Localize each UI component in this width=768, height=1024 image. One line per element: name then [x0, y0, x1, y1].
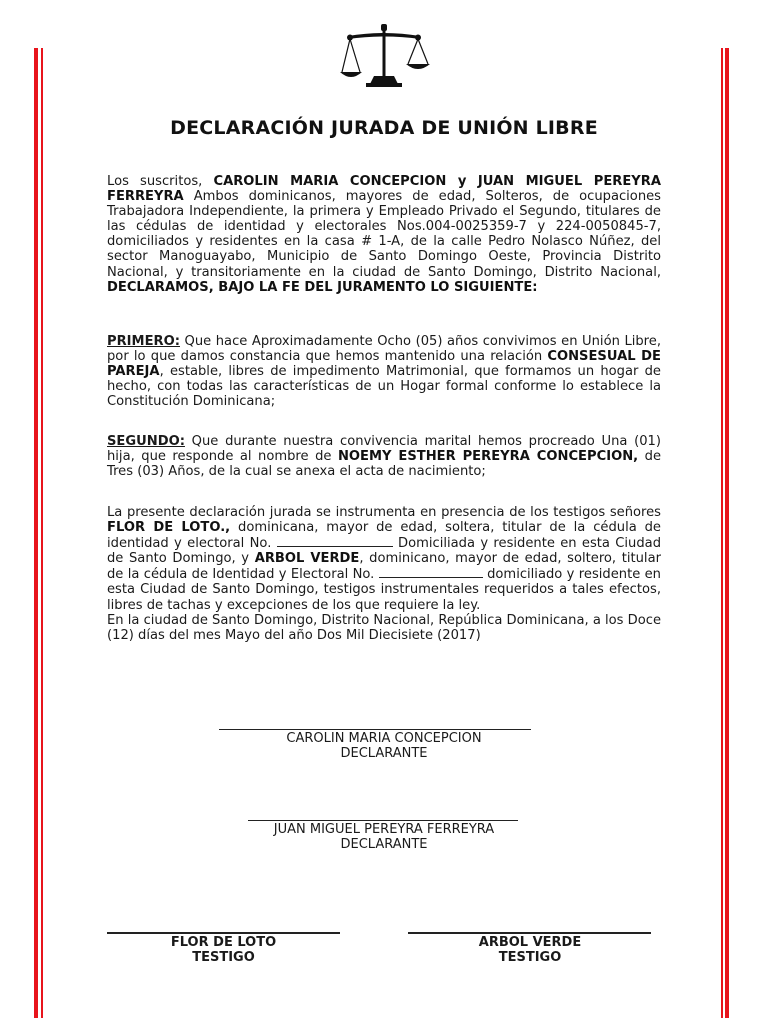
declarant2-name: JUAN MIGUEL PEREYRA FERREYRA — [273, 822, 495, 837]
declarant1-name: CAROLIN MARIA CONCEPCION — [286, 731, 482, 746]
paragraph-witnesses: La presente declaración jurada se instrumenta en presencia de los testigos señores FLOR DE LOTO., dominicana, mayor de edad, soltera, titular de la cédula de identidad y electoral No. Domiciliada y residente en esta Ciudad de Santo Domingo, y ARBOL VERDE, dominicano, mayor de edad, soltero, titular de la cédula de Identidad y Electoral No. domiciliado y residente en esta Ciudad de Santo Domingo, testigos instrumentales requeridos a tales efectos, libres de tachas y excepciones de los que requiere la ley. En la ciudad de Santo Domingo, Distrito Nacional, República Dominicana, a los Doce (12) días del mes Mayo del año Dos Mil Diecisiete (2017) — [107, 505, 662, 643]
declarant2-signature — [0, 822, 768, 852]
witness2-id-blank — [379, 566, 483, 578]
child-name: NOEMY ESTHER PEREYRA CONCEPCION, — [337, 449, 639, 465]
witness2-role: TESTIGO — [498, 950, 562, 965]
declarant1-signature — [0, 731, 768, 761]
document-title: DECLARACIÓN JURADA DE UNIÓN LIBRE — [170, 117, 598, 139]
primero-heading: PRIMERO: — [107, 334, 180, 349]
declarants-names: CAROLIN MARIA CONCEPCION y JUAN MIGUEL PEREYRA FERREYRA — [107, 174, 662, 205]
left-border-thick — [34, 48, 38, 1018]
right-border-thin — [721, 48, 723, 1018]
declarant2-signature-line — [248, 820, 518, 821]
witness2-name: ARBOL VERDE — [478, 935, 582, 950]
segundo-heading: SEGUNDO: — [107, 434, 185, 449]
witness2-signature-line — [408, 932, 651, 934]
declarant1-role: DECLARANTE — [340, 746, 428, 761]
left-border-thin — [41, 48, 43, 1018]
right-border-thick — [725, 48, 729, 1018]
paragraph-segundo: SEGUNDO: Que durante nuestra convivencia marital hemos procreado Una (01) hija, que responde al nombre de NOEMY ESTHER PEREYRA CONCEPCION, de Tres (03) Años, de la cual se anexa el acta de nacimiento; — [107, 434, 662, 480]
scales-of-justice-icon — [338, 22, 430, 88]
witness1-signature-line — [107, 932, 340, 934]
witness1-id-blank — [277, 535, 393, 547]
paragraph-primero: PRIMERO: Que hace Aproximadamente Ocho (05) años convivimos en Unión Libre, por lo que damos constancia que hemos mantenido una relación CONSESUAL DE PAREJA, estable, libres de impedimento Matrimonial, que formamos un hogar de hecho, con todas las características de un Hogar formal conforme lo establece la Constitución Dominicana; — [107, 334, 661, 410]
declaration-statement: DECLARAMOS, BAJO LA FE DEL JURAMENTO LO SIGUIENTE: — [107, 279, 538, 295]
witness1-signature — [107, 935, 340, 965]
witness1-name: FLOR DE LOTO — [170, 935, 277, 950]
declarant1-signature-line — [219, 729, 531, 730]
date-statement: En la ciudad de Santo Domingo, Distrito Nacional, República Dominicana, a los Doce (12) días del mes Mayo del año Dos Mil Diecisiete (2017) — [107, 612, 661, 643]
paragraph-intro: Los suscritos, CAROLIN MARIA CONCEPCION y JUAN MIGUEL PEREYRA FERREYRA Ambos dominicanos, mayores de edad, Solteros, de ocupaciones Trabajadora Independiente, la primera y Empleado Privado el Segundo, titulares de las cédulas de identidad y electorales Nos.004-0025359-7 y 224-0050845-7, domiciliados y residentes en la casa # 1-A, de la calle Pedro Nolasco Núñez, del sector Manoguayabo, Municipio de Santo Domingo Oeste, Provincia Distrito Nacional, y transitoriamente en la ciudad de Santo Domingo, Distrito Nacional, DECLARAMOS, BAJO LA FE DEL JURAMENTO LO SIGUIENTE: — [107, 174, 662, 295]
witness2-signature — [410, 935, 650, 965]
declarant2-role: DECLARANTE — [340, 837, 428, 852]
witness1-role: TESTIGO — [192, 950, 255, 965]
